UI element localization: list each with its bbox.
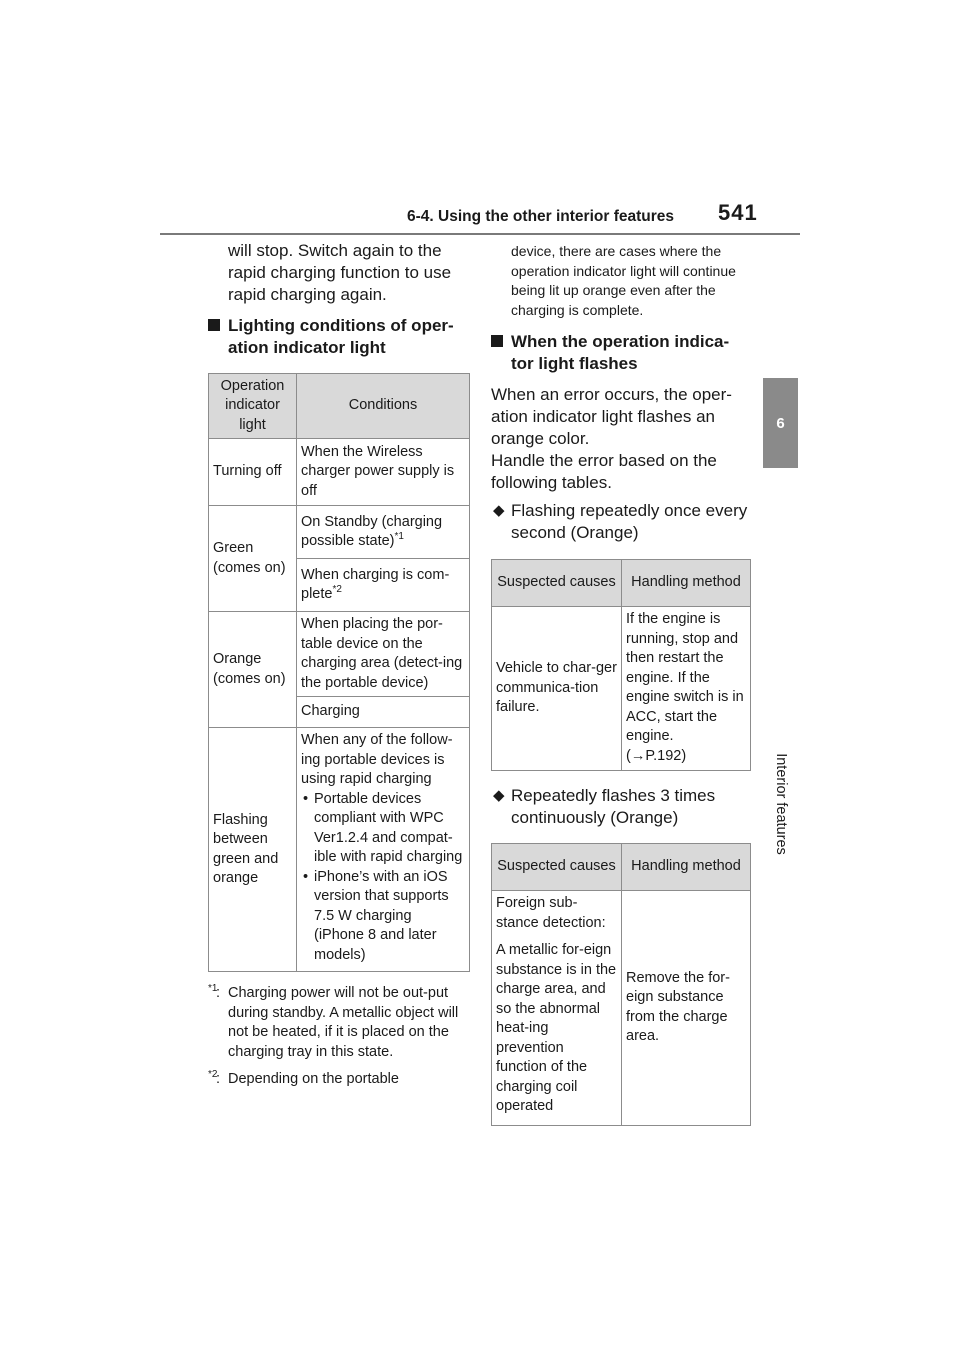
table-row	[209, 728, 470, 972]
left-column	[208, 240, 470, 1090]
cause-foreign-detail: A metallic for-eign substance is in the charge area, and so the abnormal heat-ing prevention function of the charging coil operated	[496, 942, 617, 1114]
chapter-tab[interactable]	[763, 378, 798, 468]
table-header-conditions: Conditions	[297, 374, 470, 439]
footnote-1-mark: *1	[208, 983, 218, 994]
flashes-heading	[491, 331, 751, 375]
table-header-causes: Suspected causes	[492, 560, 622, 607]
light-orange: Orange (comes on)	[209, 612, 297, 728]
cause-foreign-substance	[492, 891, 622, 1126]
page-reference-link[interactable]: P.192	[645, 747, 682, 764]
table-header-method: Handling method	[622, 844, 751, 891]
bullet-once-text: Flashing repeatedly once every second (Orange)	[511, 501, 748, 542]
footnote-2-text: Depending on the portable	[228, 1071, 399, 1087]
list-item: • iPhone’s with an iOS version that supports 7.5 W charging (iPhone 8 and later models)	[301, 868, 465, 966]
flashes-heading-text: When the operation indica-tor light flashes	[511, 332, 730, 373]
footnote-2-mark: *2	[208, 1069, 218, 1080]
table-row	[492, 891, 751, 1126]
error-intro: When an error occurs, the oper-ation indicator light flashes an orange color.	[491, 385, 732, 448]
chapter-label	[763, 742, 798, 866]
bullet-once-per-second	[491, 500, 751, 544]
footnote-ref-1[interactable]: *1	[394, 531, 404, 543]
diamond-bullet-icon: ◆	[493, 787, 505, 804]
light-flashing: Flashing between green and orange	[209, 728, 297, 972]
footnote-ref-2[interactable]: *2	[332, 584, 342, 596]
error-table-once	[491, 559, 751, 771]
light-turning-off: Turning off	[209, 439, 297, 506]
cause-foreign-title: Foreign sub-stance detection:	[496, 895, 606, 931]
condition-rapid-charging-text: When any of the follow-ing portable devices is using rapid charging	[301, 732, 453, 787]
lighting-conditions-table	[208, 373, 470, 972]
error-handle-intro: Handle the error based on the following tables.	[491, 451, 717, 492]
left-continuation-text: will stop. Switch again to the rapid charging function to use rapid charging again.	[228, 241, 452, 304]
condition-detecting: When placing the por-table device on the charging area (detect-ing the portable device)	[297, 612, 470, 697]
condition-standby	[297, 506, 470, 559]
condition-rapid-charging	[297, 728, 470, 972]
page-number: 541	[718, 200, 758, 225]
section-title: 6-4. Using the other interior features	[407, 208, 674, 225]
heading-square-icon	[491, 335, 503, 347]
right-column	[491, 240, 751, 1126]
chapter-number: 6	[776, 414, 785, 432]
condition-complete-text: When charging is com-plete	[301, 566, 450, 602]
right-continuation-text: device, there are cases where the operation indicator light will continue being lit up orange even after the charging is complete.	[511, 243, 736, 318]
condition-power-off: When the Wireless charger power supply is off	[297, 439, 470, 506]
table-header-light: Operation indicator light	[209, 374, 297, 439]
heading-square-icon	[208, 319, 220, 331]
error-table-three	[491, 843, 751, 1126]
table-row	[492, 607, 751, 771]
table-row	[209, 439, 470, 506]
condition-standby-text: On Standby (charging possible state)	[301, 513, 443, 549]
method-remove-substance: Remove the for-eign substance from the charge area.	[622, 891, 751, 1126]
method-restart-text: If the engine is running, stop and then restart the engine. If the engine switch is in ACC, start the engine.	[626, 611, 744, 744]
lighting-conditions-heading	[208, 315, 470, 359]
light-green: Green (comes on)	[209, 506, 297, 612]
lighting-conditions-heading-text: Lighting conditions of oper-ation indicator light	[228, 316, 454, 357]
method-restart-engine: If the engine is running, stop and then restart the engine. If the engine switch is in ACC, start the engine. (→P.192)	[622, 607, 751, 771]
cause-communication-failure: Vehicle to char-ger communica-tion failure.	[492, 607, 622, 771]
footnote-1: *1 : Charging power will not be out-put during standby. A metallic object will not be heated, if it is placed on the charging tray in this state.	[208, 984, 470, 1062]
rapid-device-list	[301, 790, 465, 966]
table-header-method: Handling method	[622, 560, 751, 607]
bullet-three-times	[491, 785, 751, 829]
table-row	[209, 612, 470, 697]
condition-complete	[297, 559, 470, 612]
diamond-bullet-icon: ◆	[493, 502, 505, 519]
footnote-2: *2 : Depending on the portable	[208, 1070, 470, 1090]
arrow-right-icon: →	[630, 747, 646, 764]
condition-charging: Charging	[297, 697, 470, 728]
table-row	[209, 506, 470, 559]
list-item: • Portable devices compliant with WPC Ver1.2.4 and compat-ible with rapid charging	[301, 790, 465, 868]
table-header-causes: Suspected causes	[492, 844, 622, 891]
header-rule	[160, 233, 800, 235]
footnote-1-text: Charging power will not be out-put during standby. A metallic object will not be heated, if it is placed on the charging tray in this state.	[228, 985, 459, 1060]
bullet-three-text: Repeatedly flashes 3 times continuously (Orange)	[511, 786, 716, 827]
chapter-label-text: Interior features	[772, 753, 789, 855]
